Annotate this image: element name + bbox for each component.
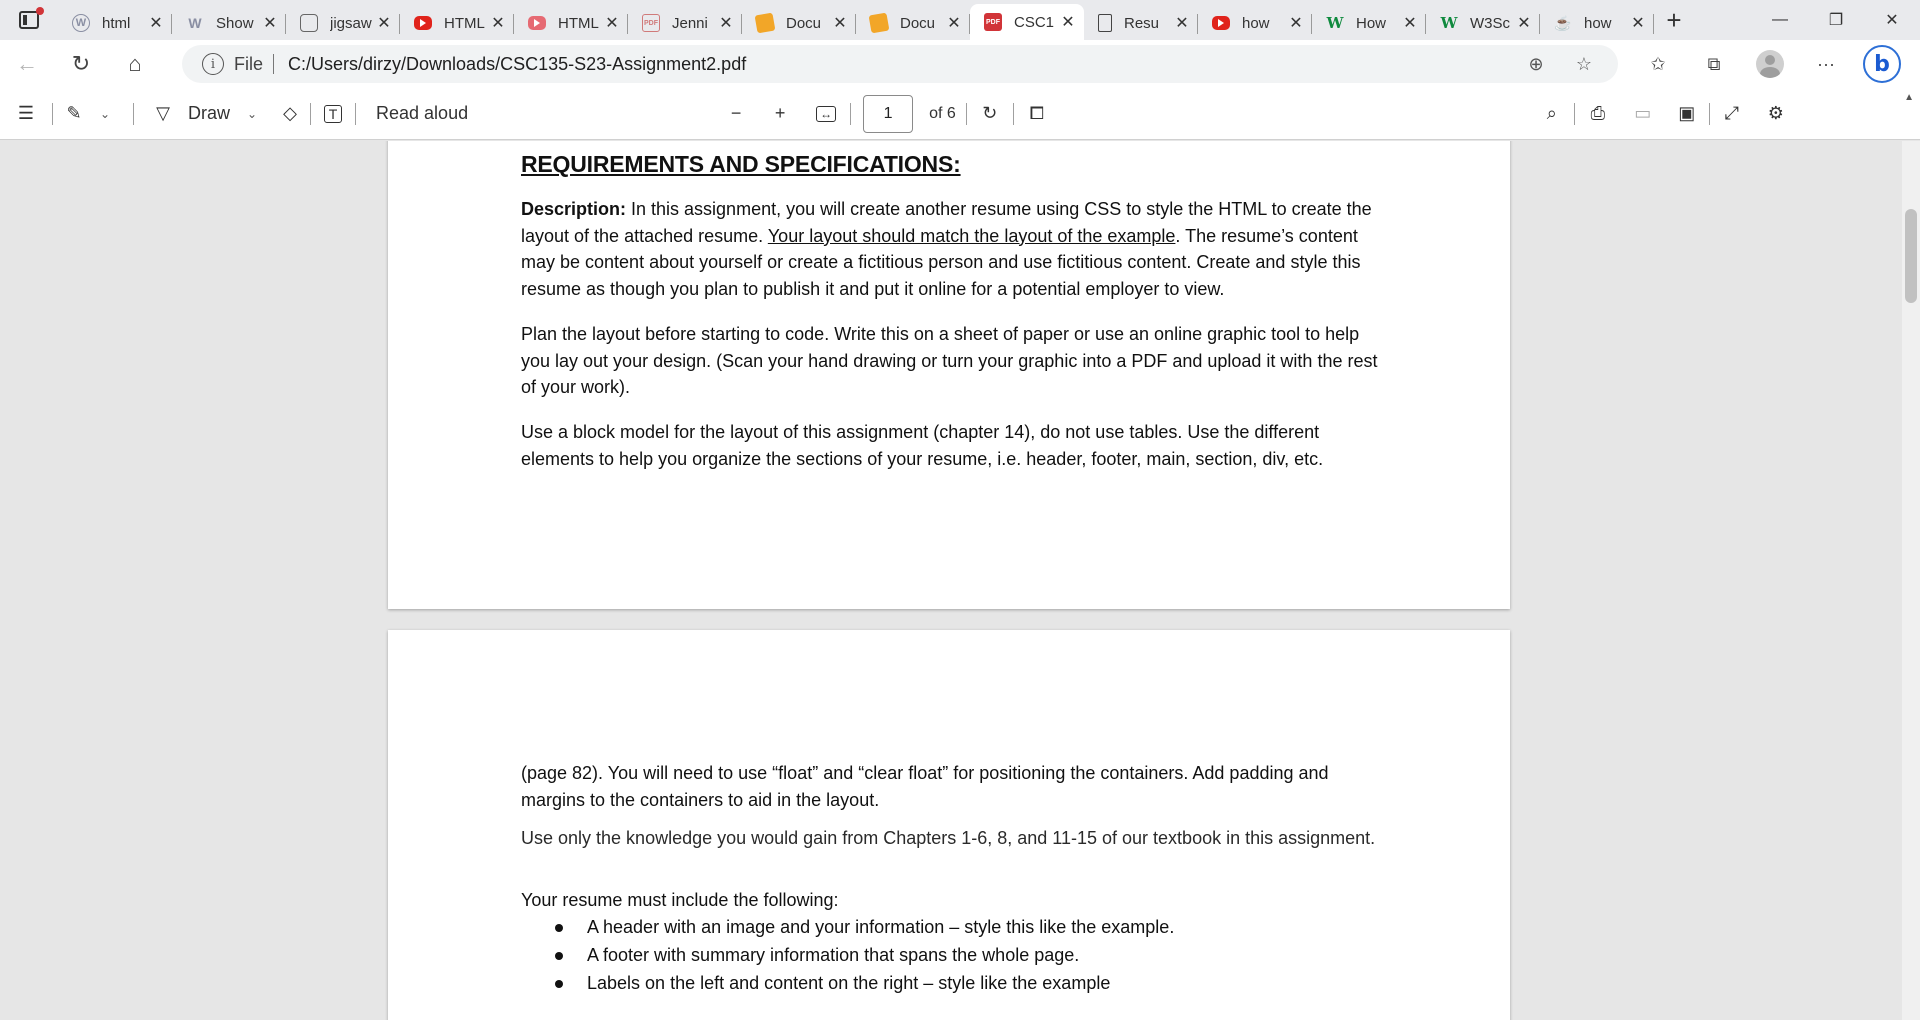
more-icon: ···: [1817, 53, 1835, 74]
fullscreen-button[interactable]: [1710, 88, 1754, 140]
eraser-icon: ◇: [283, 103, 297, 123]
address-bar: [0, 40, 1920, 88]
save-button[interactable]: [1621, 88, 1665, 140]
minimize-button[interactable]: —: [1772, 11, 1788, 28]
scroll-up-arrow[interactable]: ▲: [1904, 92, 1914, 103]
browser-tab[interactable]: [514, 6, 628, 40]
page-number-input[interactable]: [863, 95, 913, 133]
tab-title: how: [1584, 14, 1612, 32]
browser-tab[interactable]: [172, 6, 286, 40]
highlight-button[interactable]: [53, 88, 95, 140]
block-model-paragraph: Use a block model for the layout of this assignment (chapter 14), do not use tables. Use the different elements to help you organize the sections of your resume, i.e. header, footer, main, section, div, etc.: [521, 422, 1324, 469]
requirements-heading: [521, 151, 1381, 180]
avatar: [1756, 50, 1784, 78]
close-icon[interactable]: ✕: [377, 15, 391, 32]
browser-toolbar-right: [1630, 40, 1910, 88]
jigsaw-icon: [300, 14, 318, 32]
list-item: A footer with summary information that spans the whole page.: [521, 941, 1381, 969]
toolbar-divider: [133, 103, 134, 125]
w3-icon: W: [188, 15, 202, 31]
browser-tab[interactable]: [1084, 6, 1198, 40]
pdf-page-1: [388, 141, 1510, 609]
scrollbar-thumb[interactable]: [1905, 209, 1917, 303]
tab-title: Docu: [786, 14, 822, 32]
close-icon[interactable]: ✕: [1289, 15, 1303, 32]
tab-title: HTML: [558, 14, 599, 32]
browser-tab[interactable]: [286, 6, 400, 40]
description-underlined: Your layout should match the layout of the example: [767, 225, 1176, 246]
tab-title: Jenni: [672, 14, 708, 32]
window-controls: [1752, 0, 1920, 40]
tab-title: HTML: [444, 14, 485, 32]
description-text-1: In this assignment, you will create another resume using CSS to style the HTML to create the layout of the attached resume.: [521, 199, 1372, 246]
description-label: Description:: [521, 199, 627, 219]
profile-button[interactable]: [1742, 40, 1798, 88]
tabs: [58, 0, 1654, 40]
browser-tab[interactable]: [58, 6, 172, 40]
zoom-icon[interactable]: ⊕: [1528, 53, 1544, 74]
youtube-icon: [528, 16, 546, 30]
find-button[interactable]: [1530, 88, 1574, 140]
browser-tab[interactable]: [1312, 6, 1426, 40]
bing-icon: b: [1863, 45, 1901, 83]
home-icon: ⌂: [128, 51, 142, 76]
highlight-dropdown[interactable]: [95, 88, 115, 140]
page-view-button[interactable]: [1014, 88, 1060, 140]
browser-tab[interactable]: [970, 4, 1084, 40]
tab-actions-button[interactable]: [0, 0, 58, 40]
bing-button[interactable]: [1854, 40, 1910, 88]
list-icon: ☰: [17, 103, 35, 123]
arrow-left-icon: ←: [16, 51, 38, 76]
draw-dropdown[interactable]: [234, 88, 270, 140]
close-icon[interactable]: ✕: [1061, 14, 1075, 31]
w3schools-icon: W: [1326, 14, 1344, 32]
zoom-out-button[interactable]: [714, 88, 758, 140]
knowledge-paragraph: Use only the knowledge you would gain from Chapters 1-6, 8, and 11-15 of our textbook in this assignment.: [521, 828, 1376, 848]
tab-title: html: [102, 14, 131, 32]
file-icon: [1098, 14, 1112, 32]
file-scheme-label: File: [234, 53, 264, 74]
list-item: A header with an image and your information – style this like the example.: [521, 913, 1381, 941]
text-box-icon: T: [324, 105, 343, 123]
list-item: Labels on the left and content on the right – style like the example: [521, 969, 1381, 997]
add-favorite-icon[interactable]: ☆: [1575, 53, 1593, 74]
browser-tab[interactable]: [742, 6, 856, 40]
zoom-in-button[interactable]: [758, 88, 802, 140]
heading-text: REQUIREMENTS AND SPECIFICATIONS:: [521, 151, 961, 177]
tab-strip: [0, 0, 1920, 40]
plus-icon: +: [774, 103, 786, 123]
document-icon: [869, 13, 890, 34]
java-icon: ☕: [1554, 14, 1572, 31]
rotate-button[interactable]: [967, 88, 1013, 140]
browser-tab[interactable]: [1540, 6, 1654, 40]
tab-actions-icon: [19, 11, 39, 29]
youtube-icon: [1212, 16, 1230, 30]
w3schools-icon: W: [1440, 14, 1458, 32]
description-paragraph: [521, 196, 1381, 302]
page-number-field: [851, 88, 925, 140]
minus-icon: −: [730, 103, 742, 123]
back-button[interactable]: [0, 44, 54, 84]
close-icon[interactable]: ✕: [1175, 15, 1189, 32]
tab-title: W3Sc: [1470, 14, 1511, 32]
close-icon[interactable]: ✕: [719, 15, 733, 32]
pdf-icon: PDF: [984, 13, 1002, 31]
close-window-button[interactable]: ✕: [1885, 12, 1899, 29]
wordpress-icon: W: [72, 14, 90, 32]
save-as-icon: ▣: [1678, 103, 1696, 123]
close-icon[interactable]: ✕: [263, 15, 277, 32]
close-icon[interactable]: ✕: [149, 15, 163, 32]
document-icon: [755, 13, 776, 34]
pdf-icon: PDF: [642, 14, 660, 32]
settings-more-button[interactable]: [1798, 40, 1854, 88]
collections-icon: ⧉: [1707, 53, 1721, 74]
draw-label[interactable]: Draw: [188, 103, 231, 123]
browser-tab[interactable]: [628, 6, 742, 40]
tab-title: Resu: [1124, 14, 1160, 32]
list-intro: Your resume must include the following:: [521, 890, 839, 910]
pdf-toolbar: [0, 88, 1920, 140]
fit-width-icon: ↔: [816, 106, 836, 122]
chevron-down-icon: ⌄: [246, 106, 258, 121]
tab-title: How: [1356, 14, 1387, 32]
float-paragraph: (page 82). You will need to use “float” and “clear float” for positioning the containers. Add padding and margins to the containers to aid in the layout.: [521, 763, 1329, 810]
close-icon[interactable]: ✕: [1517, 15, 1531, 32]
highlighter-icon: ✎: [66, 103, 82, 123]
print-button[interactable]: [1575, 88, 1621, 140]
tab-title: Show: [216, 14, 254, 32]
browser-tab[interactable]: [856, 6, 970, 40]
pdf-viewer: [0, 141, 1920, 1020]
restore-button[interactable]: ❐: [1828, 12, 1844, 29]
page-total: of 6: [929, 104, 956, 122]
tab-title: how: [1242, 14, 1270, 32]
tab-title: jigsaw: [330, 14, 372, 32]
contents-button[interactable]: [0, 88, 52, 140]
gear-icon: ⚙: [1767, 103, 1784, 123]
close-icon[interactable]: ✕: [491, 15, 505, 32]
vertical-scrollbar[interactable]: [1902, 141, 1920, 1020]
close-icon[interactable]: ✕: [833, 15, 847, 32]
chevron-down-icon: ⌄: [99, 106, 111, 121]
close-icon[interactable]: ✕: [1403, 15, 1417, 32]
refresh-button[interactable]: [54, 44, 108, 84]
search-icon: ⌕: [1546, 103, 1557, 123]
url-text[interactable]: C:/Users/dirzy/Downloads/CSC135-S23-Assignment2.pdf: [288, 53, 747, 74]
tab-title: CSC1: [1014, 13, 1055, 31]
omnibox[interactable]: [182, 45, 1618, 83]
fit-width-button[interactable]: [802, 88, 850, 140]
omnibox-actions: [1512, 45, 1608, 83]
omnibox-divider: [273, 54, 274, 74]
draw-button[interactable]: [142, 88, 184, 140]
tab-title: Docu: [900, 14, 936, 32]
notification-dot: [36, 7, 44, 15]
youtube-icon: [414, 16, 432, 30]
rotate-icon: ↻: [982, 103, 998, 123]
browser-tab[interactable]: [1426, 6, 1540, 40]
refresh-icon: ↻: [71, 51, 91, 76]
info-icon[interactable]: i: [202, 53, 224, 75]
browser-tab[interactable]: [1198, 6, 1312, 40]
close-icon[interactable]: ✕: [1631, 15, 1645, 32]
save-as-button[interactable]: [1665, 88, 1709, 140]
pen-icon: ▽: [156, 103, 170, 123]
add-text-button[interactable]: [311, 88, 355, 140]
print-icon: ⎙: [1590, 103, 1605, 123]
description-text-2: . The resume’s content may be content about yourself or create a fictitious person and use fictitious content. Create and style this resume as though you plan to publish it and put it online for a potential employer to view.: [521, 225, 1361, 299]
close-icon[interactable]: ✕: [605, 15, 619, 32]
favorites-icon: ✩: [1650, 53, 1666, 74]
home-button[interactable]: [108, 44, 162, 84]
expand-icon: ⤢: [1724, 103, 1739, 123]
erase-button[interactable]: [270, 88, 310, 140]
close-icon[interactable]: ✕: [947, 15, 961, 32]
read-aloud-button[interactable]: Read aloud: [376, 103, 469, 123]
collections-button[interactable]: [1686, 40, 1742, 88]
requirements-list: [521, 913, 1381, 997]
new-tab-button[interactable]: +: [1666, 4, 1682, 35]
page-view-icon: ⧠: [1029, 103, 1044, 123]
save-icon: ▭: [1634, 103, 1652, 123]
pdf-settings-button[interactable]: [1754, 88, 1798, 140]
plan-paragraph: Plan the layout before starting to code. Write this on a sheet of paper or use an online graphic tool to help you lay out your design. (Scan your hand drawing or turn your graphic into a PDF and upload it with the rest of your work).: [521, 324, 1378, 397]
pdf-page-2: [388, 630, 1510, 1020]
browser-tab[interactable]: [400, 6, 514, 40]
favorites-button[interactable]: [1630, 40, 1686, 88]
